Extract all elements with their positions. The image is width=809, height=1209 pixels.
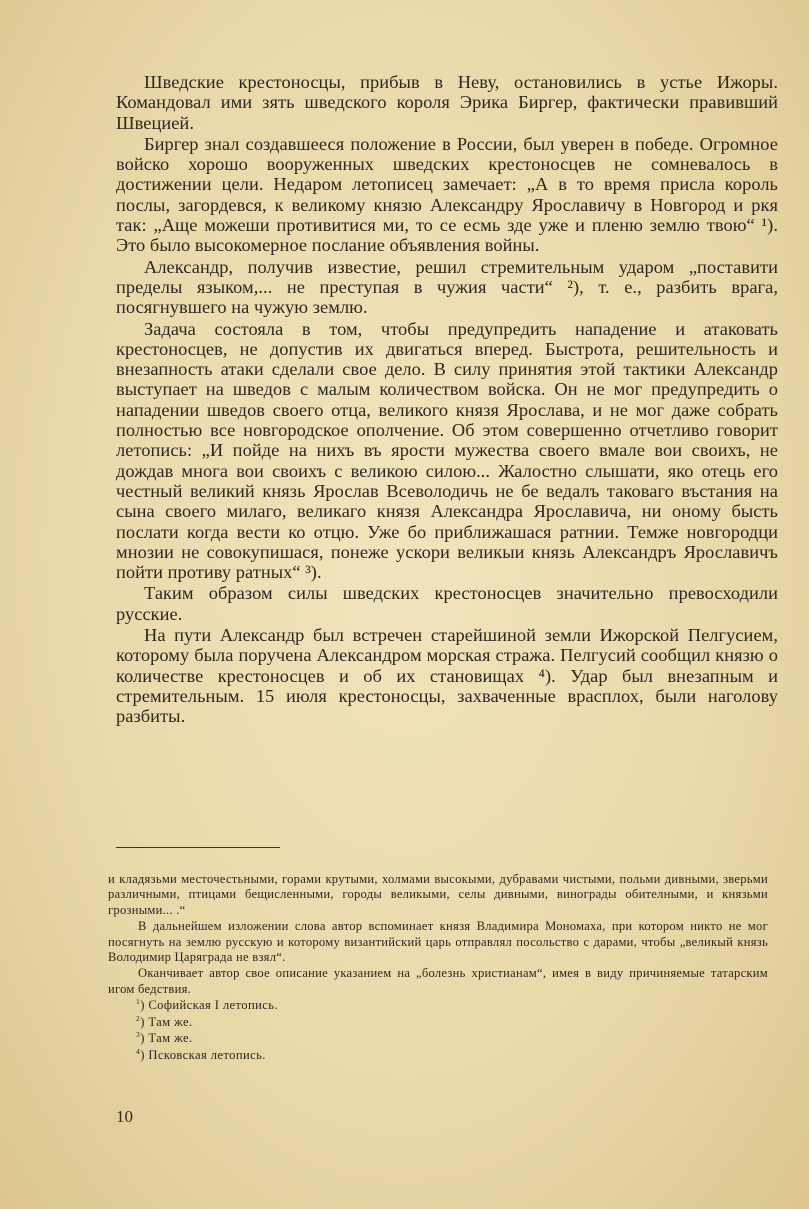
footnote-continuation: В дальнейшем изложении слова автор вспоминает князя Владимира Мономаха, при котором никто не мог посягнуть на землю русскую и которому византийский царь отправлял посольство с дарами, чтобы „великый князь Володимир Царяграда не взял“. bbox=[108, 919, 768, 965]
footnote-item: $^2$) Там же. bbox=[136, 1013, 193, 1029]
footnote-marker: 3 bbox=[136, 1030, 141, 1040]
paragraph: Таким образом силы шведских крестоносцев значительно превосходили русские. bbox=[116, 583, 778, 624]
footnote-item: $^3$) Там же. bbox=[136, 1030, 193, 1046]
paragraph: Задача состояла в том, чтобы предупредить нападение и атаковать крестоносцев, не допустив их двигаться вперед. Быстрота, решительность и внезапность атаки сделали свое дело. В силу принятия этой тактики Александр выступает на шведов с малым количеством войска. Он не мог предупредить о нападении шведов своего отца, великого князя Ярослава, и не мог даже собрать полностью все новгородское ополчение. Об этом совершенно отчетливо говорит летопись: „И пойде на нихъ въ ярости мужества своего вмале вои своихъ, не дождав многа вои своихъ с великою силою... Жалостно слышати, яко отець его честный великий князь Ярослав Всеволодичь не бе ведалъ таковаго въстания на сына своего милаго, великаго князя Александра Ярославича, ни оному бысть послати когда вести ко отцю. Уже бо приближашася ратнии. Темже новгородци мнозии не совокупишася, понеже ускори великыи князь Александръ Ярославичъ пойти противу ратных“ ³). bbox=[116, 318, 778, 583]
footnote-marker: 1 bbox=[136, 997, 141, 1007]
footnote-item: $^4$) Псковская летопись. bbox=[136, 1046, 266, 1063]
footnote-marker: 4 bbox=[136, 1046, 141, 1056]
footnote-text: Псковская летопись. bbox=[148, 1048, 266, 1063]
paragraph: Шведские крестоносцы, прибыв в Неву, остановились в устье Ижоры. Командовал ими зять шведского короля Эрика Биргер, фактически правивший Швецией. bbox=[116, 72, 778, 133]
footnote-text: Софийская I летопись. bbox=[148, 998, 278, 1013]
footnote-continuation: и кладязьми месточестьными, горами крутыми, холмами высокыми, дубравами чистыми, польми дивными, зверьми различными, птицами бещисленными, городы великыми, селы дивными, винограды обителными, и князьми грозными... .“ bbox=[108, 872, 768, 917]
footnotes bbox=[108, 872, 768, 1064]
footnote-text: Там же. bbox=[148, 1031, 193, 1046]
footnote-divider bbox=[116, 847, 280, 848]
footnote-text: Там же. bbox=[148, 1014, 193, 1029]
footnote-item: $^1$) Софийская I летопись. bbox=[136, 997, 278, 1013]
main-text bbox=[116, 72, 778, 727]
paragraph: Биргер знал создавшееся положение в России, был уверен в победе. Огромное войско хорошо вооруженных шведских крестоносцев не сомневалось в достижении цели. Недаром летописец замечает: „А в то время присла король послы, загордевся, к великому князю Александру Ярославичу в Новгород и ркя так: „Аще можеши противитися ми, то се есмь зде уже и пленю землю твою“ ¹). Это было высокомерное послание объявления войны. bbox=[116, 133, 778, 256]
paragraph: Александр, получив известие, решил стремительным ударом „поставити пределы языком,... не преступая в чужия части“ ²), т. е., разбить врага, посягнувшего на чужую землю. bbox=[116, 256, 778, 318]
page-number: 10 bbox=[116, 1107, 133, 1126]
footnote-marker: 2 bbox=[136, 1013, 141, 1023]
footnote-continuation: Оканчивает автор свое описание указанием на „болезнь христианам“, имея в виду причиняемые татарским игом бедствия. bbox=[108, 966, 768, 996]
paragraph: На пути Александр был встречен старейшиной земли Ижорской Пелгусием, которому была поручена Александром морская стража. Пелгусий сообщил князю о количестве крестоносцев и об их становищах ⁴). Удар был внезапным и стремительным. 15 июля крестоносцы, захваченные врасплох, были наголову разбиты. bbox=[116, 625, 778, 727]
